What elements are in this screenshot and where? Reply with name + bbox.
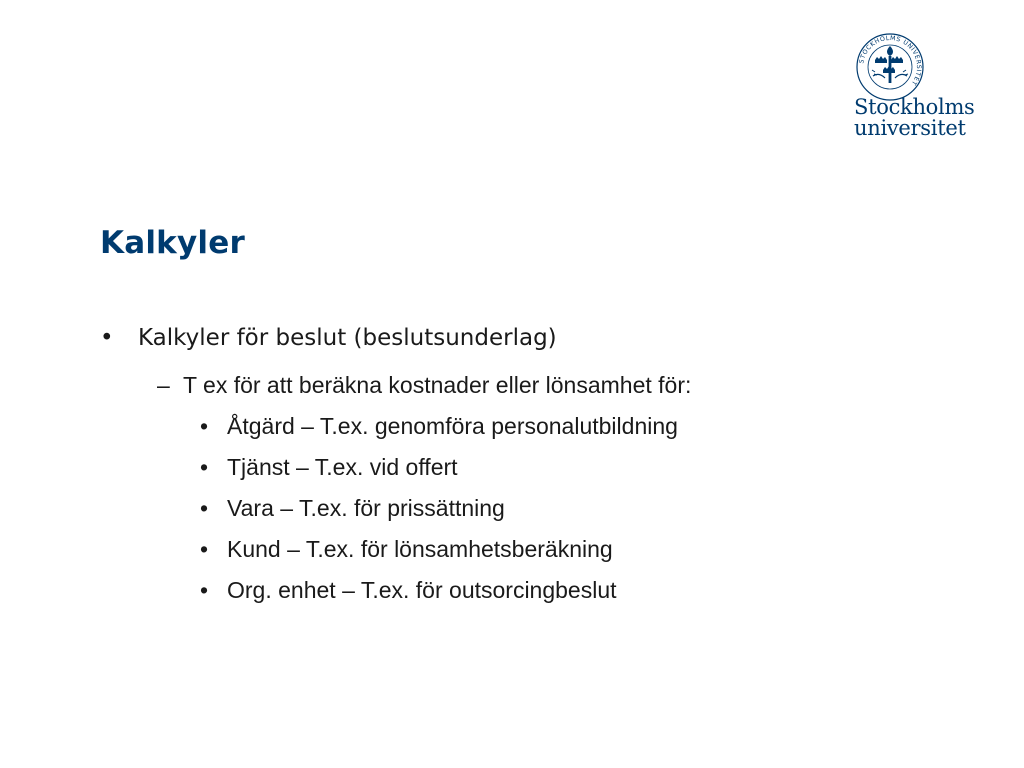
bullet-marker: • [200,577,209,603]
bullet-level3-item [200,577,617,604]
bullet-marker: • [200,495,209,521]
wordmark-line2: universitet [854,116,966,140]
bullet-text: Vara – T.ex. för prissättning [227,495,505,521]
bullet-level3-item [200,495,505,522]
bullet-text: Org. enhet – T.ex. för outsorcingbeslut [227,577,617,603]
bullet-marker: • [200,454,209,480]
dash-marker: – [157,372,170,398]
bullet-text: Tjänst – T.ex. vid offert [227,454,458,480]
svg-text:STOCKHOLMS UNIVERSITET: STOCKHOLMS UNIVERSITET [858,34,923,87]
bullet-marker: • [100,325,114,351]
bullet-text: Kund – T.ex. för lönsamhetsberäkning [227,536,613,562]
bullet-marker: • [200,536,209,562]
bullet-marker: • [200,413,209,439]
bullet-text: Åtgärd – T.ex. genomföra personalutbildning [227,413,678,439]
wordmark-line1: Stockholms [854,95,975,119]
bullet-level3-item [200,536,613,563]
bullet-level1 [100,325,557,351]
bullet-text: T ex för att beräkna kostnader eller lönsamhet för: [183,372,692,398]
slide-title: Kalkyler [100,225,245,261]
bullet-text: Kalkyler för beslut (beslutsunderlag) [138,325,557,351]
bullet-level2 [157,372,691,399]
bullet-level3-item [200,413,678,440]
bullet-level3-item [200,454,458,481]
